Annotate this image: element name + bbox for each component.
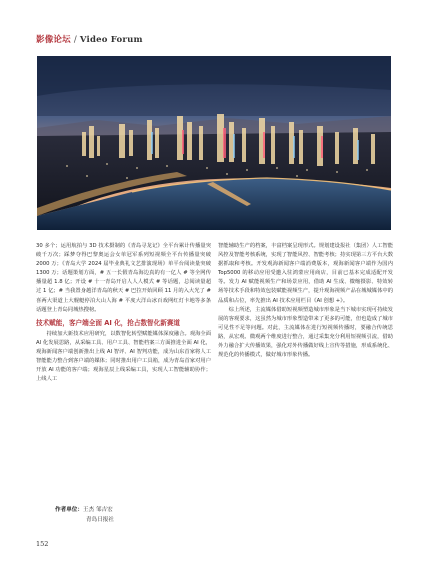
author-organization: 青岛日报社 (86, 517, 114, 523)
article-subheading: 技术赋能，客户端全面 AI 化，抢占数智化新赛道 (36, 318, 181, 327)
article-column-right (218, 242, 393, 360)
city-skyline-photo (37, 56, 391, 230)
article-paragraph: 智能辅助生产的档案，丰富档案呈现形式。规划建设报社（集团）人工智能风控及智能考核系统，实现了智能风控、智能考核；持实现第三方平台大数据抓取和考核。开发观海新闻客户端消费版本，观海新闻客户端作为国内 Top5000 的移动应用受邀入驻鸿蒙应用商店，目前已基本完成适配开发等。发力 AI 赋能视频生产和场景应用，借助 AI 生成、微缩摄影、特效转场等技术手段和特效包装赋能视频生产，提升观海视频产品在城城媒体中的品质和占位，率先推出 AI 技术应用栏目《AI 创想 +》。 (218, 243, 393, 304)
section-title-cn: 影像论坛 (36, 35, 71, 45)
section-title-en: Video Forum (79, 35, 143, 45)
author-label: 作者单位： (55, 507, 83, 513)
author-names: 王杰 邹吉宏 (82, 507, 113, 513)
author-info (55, 505, 114, 525)
page-number: 152 (36, 540, 49, 548)
header-separator: / (73, 35, 77, 45)
article-paragraph: 综上所述，主流媒体借助短视频塑造城市形象是当下城市实现可持续发展的客观要求，这虽然为城市形象塑造带来了更多的可能，但也造成了城市可见性不足等问题。对此，主流媒体在进行短视频传播时，要融合传统思路，从宏观、微观两个维度进行整合，通过采集充分利用短视频引流，借助外力融合扩大传播效果，强化对外传播做好线上宣传等措施，形成系统化、规范化的传播模式，做好城市形象传播。 (218, 306, 393, 359)
article-paragraph: 持续加大新技术应用研究，以数智化转型赋能媒体深度融合。观海全面 AI 化发展思路，从采编工具、用户工具、智能档案三方面推进全面 AI 化，观海新闻客户端创新推出上线 AI 智评、AI 智判功能，成为山东首家将人工智能能力整合到客户端的媒体；同时推出用户工具箱，成为青岛首家对用户开放 AI 功能的客户端；观海星辰上线采编工具，实现人工智能辅助协作；上线人工 (36, 330, 211, 383)
article-column-left (36, 242, 211, 384)
article-paragraph: 30 多个；运用航拍与 3D 技术摄制的《青岛寻龙记》全平台累计传播量突破千万次；踩梦夺得巴黎奥运会女单冠军系列短视频全平台传播量突破 2000 万；《青岛大学 2024 届毕业典礼文艺排演现场》单平台阅读量突破 1300 万；话题策划方面，# 五一长假青岛海边真的有一亿人 # 等全网传播量超 1.8 亿；开设 # 十一青岛开启人人人模式 # 等话题，总阅读量超过 1 亿；# 当我置身越洋青岛的秋天 # 巴拉开始回顾 11 月的入大光了 # 喜两大渠道上大舰艇停泊大山人海 # 平度大洋山冰百戏网红灯卡地等多条话题登上青岛同城热搜榜。 (36, 243, 211, 313)
section-header (36, 33, 143, 45)
